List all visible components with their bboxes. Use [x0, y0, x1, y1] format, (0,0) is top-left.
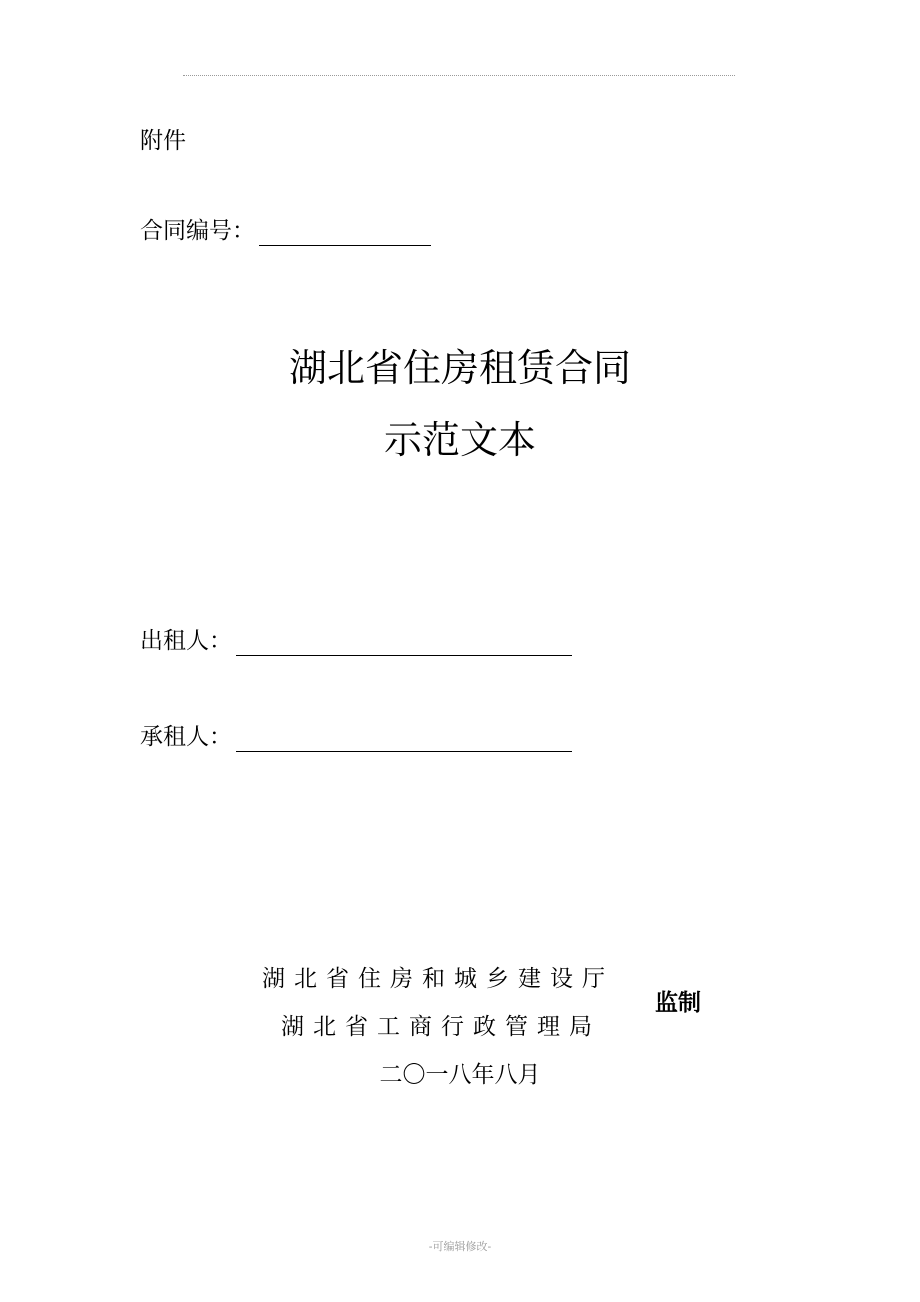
- lessor-blank: [236, 631, 572, 656]
- issue-date: 二〇一八年八月: [379, 1062, 541, 1088]
- document-subtitle: 示范文本: [383, 418, 536, 462]
- contract-number-blank: [259, 221, 431, 246]
- document-title: 湖北省住房租赁合同: [288, 346, 631, 390]
- header-divider: [183, 75, 735, 76]
- lessee-field: [140, 722, 572, 752]
- footer-note: -可编辑修改-: [428, 1240, 492, 1253]
- supervise-label: 监制: [655, 989, 701, 1016]
- lessee-blank: [236, 727, 572, 752]
- issuer-housing-department: 湖北省住房和城乡建设厅: [262, 966, 614, 992]
- lessor-label: 出租人：: [140, 628, 232, 654]
- contract-number-label: 合同编号：: [140, 218, 255, 244]
- lessee-label: 承租人：: [140, 724, 232, 750]
- attachment-label: 附件: [140, 128, 186, 154]
- issuer-commerce-bureau: 湖北省工商行政管理局: [281, 1014, 601, 1040]
- contract-number-field: [140, 216, 431, 246]
- lessor-field: [140, 626, 572, 656]
